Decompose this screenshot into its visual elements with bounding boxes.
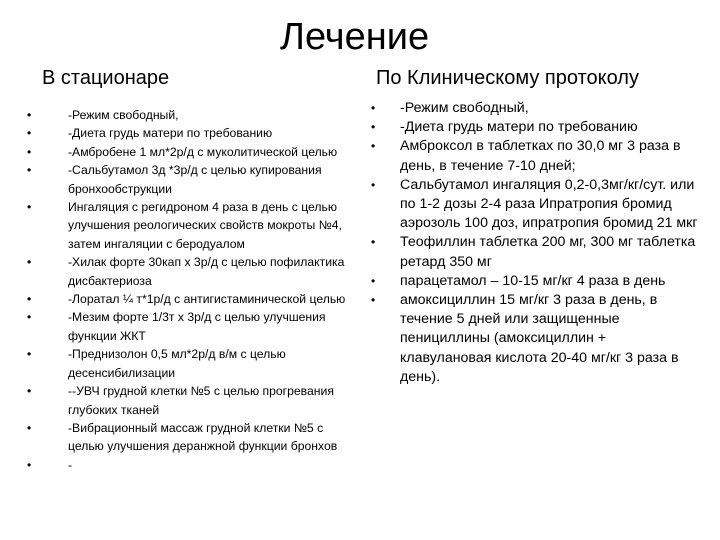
right-column-heading: По Клиническому протоколу [376,67,639,89]
bullet-icon: • [27,310,32,325]
bullet-icon: • [27,420,32,435]
bullet-icon: • [27,255,32,270]
list-item-text: -Диета грудь матери по требованию [400,119,638,136]
bullet-icon: • [27,200,32,215]
list-item [27,290,358,308]
list-item-text: --УВЧ грудной клетки №5 с целью прогревания глубоких тканей [68,384,334,417]
bullet-icon: • [27,292,32,307]
bullet-icon: • [27,384,32,399]
bullet-icon: • [371,101,376,115]
bullet-icon: • [371,273,376,288]
list-item [371,137,700,175]
inpatient-treatment-list [27,106,358,474]
bullet-icon: • [371,293,376,308]
list-item-text: -Хилак форте 30кап х 3р/д с целью пофилактика дисбактериоза [68,255,345,288]
list-item-text: - [68,457,73,472]
list-item [27,345,358,382]
list-item [27,124,358,142]
list-item [371,99,700,118]
bullet-icon: • [27,457,32,472]
list-item [371,176,700,234]
list-item-text: -Режим свободный, [68,108,179,122]
list-item-text: парацетамол – 10-15 мг/кг 4 раза в день [400,272,666,289]
bullet-icon: • [371,120,376,135]
list-item-text: Теофиллин таблетка 200 мг, 300 мг таблетка ретард 350 мг [400,234,696,270]
bullet-icon: • [27,347,32,362]
list-item-text: -Амбробене 1 мл*2р/д с муколитической целью [68,144,338,159]
list-item [27,419,358,456]
list-item [27,143,358,161]
list-item-text: -Вибрационный массаж грудной клетки №5 с целью улучшения деранжной функции бронхов [68,420,338,454]
list-item [27,106,358,124]
left-column-heading: В стационаре [42,67,170,89]
list-item-text: Амброксол в таблетках по 30,0 мг 3 раза в день, в течение 7-10 дней; [400,138,681,174]
bullet-icon: • [27,126,32,141]
list-item [27,308,358,345]
list-item-text: -Диета грудь матери по требованию [68,126,273,141]
list-item [27,456,358,474]
list-item-text: -Режим свободный, [400,100,529,116]
bullet-icon: • [27,108,32,122]
bullet-icon: • [371,139,376,154]
list-item-text: Сальбутамол ингаляция 0,2-0,3мг/кг/сут. или по 1-2 дозы 2-4 раза Ипратропия бромид аэрозоль 100 доз, ипратропия бромид 21 мкг [400,176,698,232]
list-item-text: -Мезим форте 1/3т х 3р/д с целью улучшения функции ЖКТ [68,310,326,343]
list-item-text: Ингаляция с регидроном 4 раза в день с целью улучшения реологических свойств мокроты №4, затем ингаляции с беродуалом [68,200,342,251]
list-item-text: -Преднизолон 0,5 мл*2р/д в/м с целью десенсибилизации [68,347,286,380]
list-item [371,233,700,271]
list-item-text: амоксициллин 15 мг/кг 3 раза в день, в течение 5 дней или защищенные пенициллины (амоксициллин + клавулановая кислота 20-40 мг/кг 3 раза в день). [400,292,679,385]
list-item-text: -Лоратал ¼ т*1р/д с антигистаминической целью [68,292,346,307]
list-item [371,291,700,387]
list-item [27,253,358,290]
list-item [371,272,700,291]
bullet-icon: • [27,144,32,159]
slide-title: Лечение [280,16,430,58]
bullet-icon: • [371,177,376,192]
bullet-icon: • [27,163,32,178]
list-item [27,198,358,253]
list-item [371,118,700,137]
list-item [27,382,358,419]
clinical-protocol-list [371,99,700,387]
bullet-icon: • [371,235,376,250]
list-item [27,161,358,198]
list-item-text: -Сальбутамол 3д *3р/д с целью купирования бронхообструкции [68,163,322,196]
